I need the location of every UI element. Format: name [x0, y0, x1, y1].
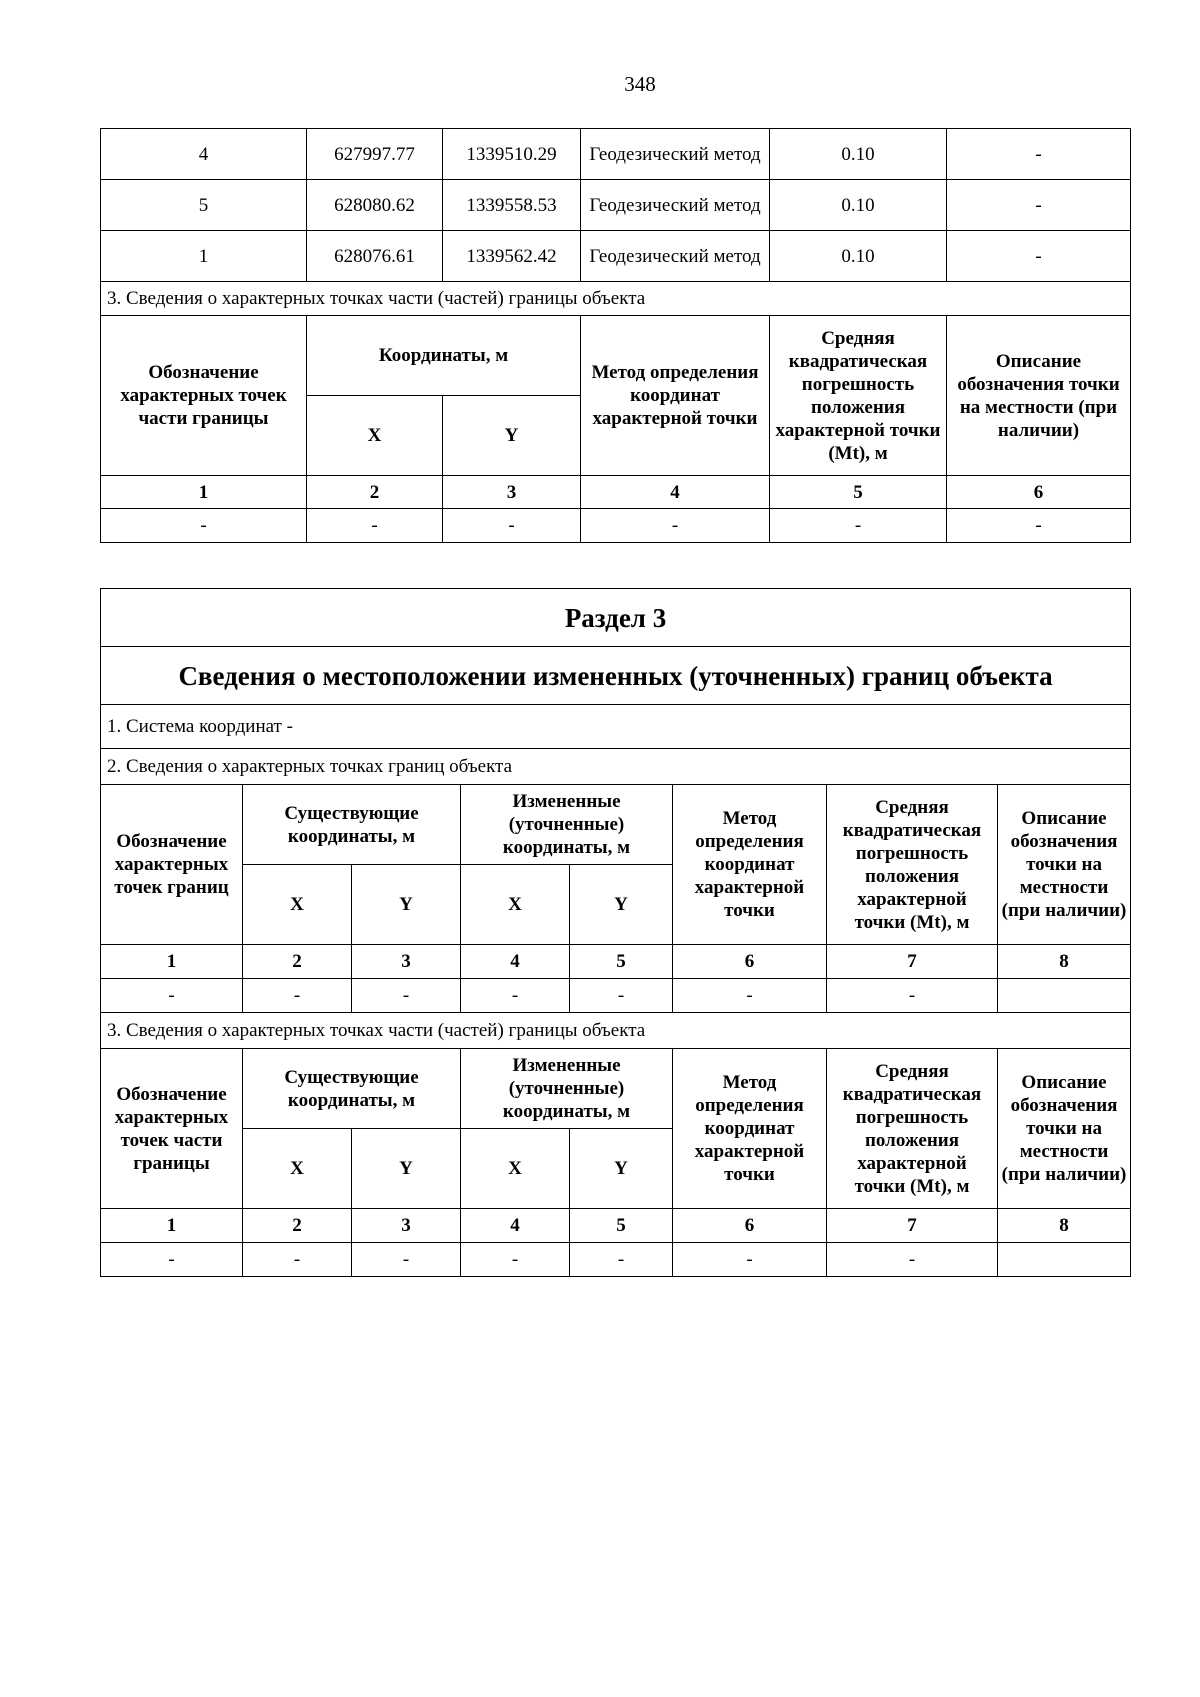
part-points-heading: 3. Сведения о характерных точках части (частей) границы объекта [101, 282, 1131, 316]
page-number: 348 [624, 72, 656, 96]
header-x: X [243, 1129, 352, 1209]
column-number: 8 [998, 1209, 1131, 1243]
column-number: 2 [243, 945, 352, 979]
point-cell: 4 [101, 129, 307, 180]
x-cell: 628080.62 [307, 180, 443, 231]
column-number: 4 [581, 476, 770, 509]
empty-cell: - [673, 1243, 827, 1277]
header-method: Метод определения координат характерной точки [673, 785, 827, 945]
error-cell: 0.10 [770, 231, 947, 282]
empty-cell: - [443, 509, 581, 543]
column-number: 2 [307, 476, 443, 509]
error-cell: 0.10 [770, 180, 947, 231]
empty-cell: - [673, 979, 827, 1013]
section-title: Раздел 3 [101, 589, 1131, 647]
header-description: Описание обозначения точки на местности (при наличии) [998, 1049, 1131, 1209]
column-number: 5 [570, 1209, 673, 1243]
method-cell: Геодезический метод [581, 180, 770, 231]
table-row [101, 180, 1131, 231]
y-cell: 1339510.29 [443, 129, 581, 180]
x-cell: 628076.61 [307, 231, 443, 282]
empty-cell: - [570, 1243, 673, 1277]
part-points-heading: 3. Сведения о характерных точках части (частей) границы объекта [101, 1013, 1131, 1049]
table-row [101, 509, 1131, 543]
header-designation: Обозначение характерных точек части границы [101, 1049, 243, 1209]
column-number: 4 [461, 1209, 570, 1243]
column-numbers-row [101, 476, 1131, 509]
column-number: 1 [101, 1209, 243, 1243]
method-cell: Геодезический метод [581, 231, 770, 282]
header-error: Средняя квадратическая погрешность положения характерной точки (Mt), м [827, 1049, 998, 1209]
header-changed-coords: Измененные (уточненные) координаты, м [461, 1049, 673, 1129]
header-y: Y [570, 1129, 673, 1209]
column-number: 6 [673, 945, 827, 979]
column-numbers-row [101, 1209, 1131, 1243]
header-y: Y [443, 396, 581, 476]
empty-cell: - [581, 509, 770, 543]
empty-cell: - [352, 1243, 461, 1277]
y-cell: 1339562.42 [443, 231, 581, 282]
header-designation: Обозначение характерных точек границ [101, 785, 243, 945]
section-subtitle: Сведения о местоположении измененных (уточненных) границ объекта [101, 647, 1131, 705]
desc-cell: - [947, 129, 1131, 180]
empty-cell: - [770, 509, 947, 543]
desc-cell: - [947, 231, 1131, 282]
column-number: 4 [461, 945, 570, 979]
header-x: X [461, 865, 570, 945]
empty-cell: - [101, 979, 243, 1013]
method-cell: Геодезический метод [581, 129, 770, 180]
section3-table [100, 588, 1131, 1277]
column-number: 2 [243, 1209, 352, 1243]
header-existing-coords: Существующие координаты, м [243, 1049, 461, 1129]
column-number: 7 [827, 945, 998, 979]
empty-cell: - [243, 979, 352, 1013]
column-number: 5 [570, 945, 673, 979]
point-cell: 1 [101, 231, 307, 282]
column-number: 1 [101, 476, 307, 509]
header-y: Y [570, 865, 673, 945]
empty-cell: - [570, 979, 673, 1013]
column-number: 3 [352, 1209, 461, 1243]
header-coordinates: Координаты, м [307, 316, 581, 396]
header-existing-coords: Существующие координаты, м [243, 785, 461, 865]
header-x: X [243, 865, 352, 945]
header-x: X [461, 1129, 570, 1209]
column-number: 6 [947, 476, 1131, 509]
empty-cell: - [827, 979, 998, 1013]
empty-cell [998, 1243, 1131, 1277]
column-number: 3 [352, 945, 461, 979]
coordinate-system: 1. Система координат - [101, 705, 1131, 749]
column-number: 8 [998, 945, 1131, 979]
header-y: Y [352, 865, 461, 945]
header-error: Средняя квадратическая погрешность положения характерной точки (Mt), м [827, 785, 998, 945]
desc-cell: - [947, 180, 1131, 231]
column-number: 3 [443, 476, 581, 509]
column-number: 6 [673, 1209, 827, 1243]
header-description: Описание обозначения точки на местности (при наличии) [947, 316, 1131, 476]
table-row [101, 231, 1131, 282]
header-method: Метод определения координат характерной точки [673, 1049, 827, 1209]
point-cell: 5 [101, 180, 307, 231]
column-number: 1 [101, 945, 243, 979]
table-row [101, 1243, 1131, 1277]
table-row [101, 129, 1131, 180]
header-designation: Обозначение характерных точек части границы [101, 316, 307, 476]
column-numbers-row [101, 945, 1131, 979]
empty-cell: - [243, 1243, 352, 1277]
y-cell: 1339558.53 [443, 180, 581, 231]
header-x: X [307, 396, 443, 476]
column-number: 7 [827, 1209, 998, 1243]
points-heading: 2. Сведения о характерных точках границ объекта [101, 749, 1131, 785]
empty-cell: - [947, 509, 1131, 543]
empty-cell: - [352, 979, 461, 1013]
header-method: Метод определения координат характерной точки [581, 316, 770, 476]
empty-cell: - [461, 979, 570, 1013]
column-number: 5 [770, 476, 947, 509]
header-error: Средняя квадратическая погрешность положения характерной точки (Mt), м [770, 316, 947, 476]
empty-cell: - [101, 509, 307, 543]
header-y: Y [352, 1129, 461, 1209]
empty-cell: - [461, 1243, 570, 1277]
header-changed-coords: Измененные (уточненные) координаты, м [461, 785, 673, 865]
empty-cell: - [101, 1243, 243, 1277]
empty-cell: - [307, 509, 443, 543]
empty-cell [998, 979, 1131, 1013]
x-cell: 627997.77 [307, 129, 443, 180]
table-row [101, 979, 1131, 1013]
header-description: Описание обозначения точки на местности (при наличии) [998, 785, 1131, 945]
error-cell: 0.10 [770, 129, 947, 180]
boundary-points-table [100, 128, 1131, 543]
empty-cell: - [827, 1243, 998, 1277]
